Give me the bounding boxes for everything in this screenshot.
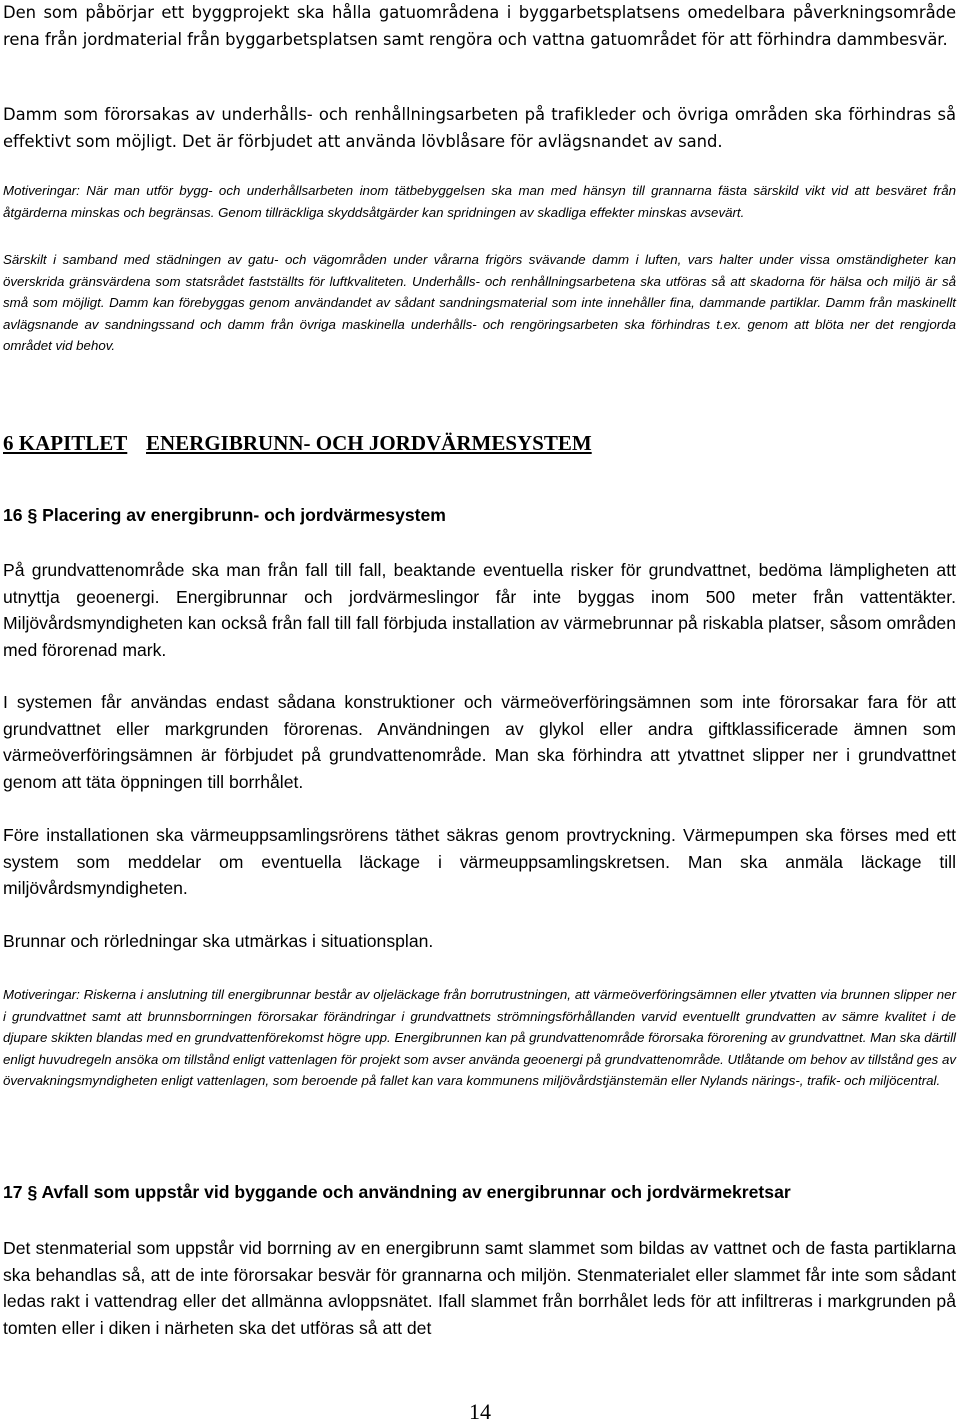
section-17-paragraph: Det stenmaterial som uppstår vid borrning av en energibrunn samt slammet som bildas av vattnet och de fasta partiklarna ska behandlas så, att de inte förorsakar besvär för grannarna och miljön. Stenmaterialet eller slammet får inte som sådant ledas rakt i vattendrag eller det allmänna avloppsnätet. Ifall slammet från borrhålet leds för att infiltreras i markgrunden på tomten eller i diken i närheten ska det utföras så att det (3, 1238, 956, 1339)
section-17-heading: 17 § Avfall som uppstår vid byggande och användning av energibrunnar och jordvärmekretsar (3, 1182, 791, 1202)
paragraph-maintenance-dust: Damm som förorsakas av underhålls- och renhållningsarbeten på trafikleder och övriga områden ska förhindras så effektivt som möjligt. Det är förbjudet att använda lövblåsare för avlägsnandet av sand. (3, 105, 956, 151)
chapter-heading (3, 431, 592, 456)
section-16-paragraph: På grundvattenområde ska man från fall till fall, beaktande eventuella risker för grundvattnet, bedöma lämpligheten att utnyttja geoenergi. Energibrunnar och jordvärmeslingor får inte byggas inom 500 meter från vattentäkter. Miljövårdsmyndigheten kan också från fall till fall förbjuda installation av värmebrunnar på riskabla platser, såsom områden med förorenad mark. (3, 560, 956, 661)
page-number: 14 (469, 1399, 491, 1424)
section-16-motivation: Motiveringar: Riskerna i anslutning till energibrunnar består av oljeläckage från borrutrustningen, att värmeöverföringsämnen eller ytvatten via brunnen slipper ner i grundvattnet samt att brunnsborrningen förorsakar förändringar i grundvattnets strömningsförhållanden varvid eventuellt grundvatten av sämre kvalitet i de djupare skikten blandas med en grundvattenförekomst högre upp. Energibrunnen kan på grundvattenområde förorsaka förorening av grundvattnet. Man ska därtill enligt huvudregeln ansöka om tillstånd enligt vattenlagen för projekt som avser använda geoenergi på grundvattenområde. Utlåtande om behov av tillstånd ges av övervakningsmyndigheten enligt vattenlagen, som beroende på fallet kan vara kommunens miljövårdstjänstemän eller Nylands närings-, trafik- och miljöcentral. (3, 987, 956, 1089)
motivation-construction: Motiveringar: När man utför bygg- och underhållsarbeten inom tätbebyggelsen ska man med hänsyn till grannarna fästa särskild vikt vid att besväret från åtgärderna minskas och begränsas. Genom tillräckliga skyddsåtgärder kan spridningen av skadliga effekter minskas avsevärt. (3, 183, 956, 220)
section-16-paragraph: Brunnar och rörledningar ska utmärkas i situationsplan. (3, 931, 434, 951)
chapter-number: 6 KAPITLET (3, 431, 128, 455)
section-16-heading: 16 § Placering av energibrunn- och jordvärmesystem (3, 505, 446, 525)
section-16-paragraph: Före installationen ska värmeuppsamlingsrörens täthet säkras genom provtryckning. Värmepumpen ska förses med ett system som meddelar om eventuella läckage i värmeuppsamlingskretsen. Man ska anmäla läckage till miljövårdsmyndigheten. (3, 825, 956, 899)
motivation-street-dust: Särskilt i samband med städningen av gatu- och vägområden under vårarna frigörs svävande damm i luften, vars halter under vissa omständigheter kan överskrida gränsvärdena som statsrådet fastställts för luftkvaliteten. Underhålls- och renhållningsarbetena ska utföras så att skadorna för hälsa och miljö är så små som möjligt. Damm kan förebyggas genom användandet av sådant sandningsmaterial som inte innehåller fina, dammande partiklar. Damm från maskinellt avlägsnande av sandningssand och damm från övriga maskinella underhålls- och rengöringsarbeten ska förhindras t.ex. genom att blöta ner det rengjorda området vid behov. (3, 252, 956, 354)
section-16-paragraph: I systemen får användas endast sådana konstruktioner och värmeöverföringsämnen som inte förorsakar fara för att grundvattnet eller markgrunden förorenas. Användningen av glykol eller andra giftklassificerade ämnen som värmeöverföringsämnen är förbjudet på grundvattenområde. Man ska förhindra att ytvattnet slipper ner i grundvattnet genom att täta öppningen till borrhålet. (3, 692, 956, 793)
chapter-title: ENERGIBRUNN- OCH JORDVÄRMESYSTEM (146, 431, 592, 455)
paragraph-dust-prevention: Den som påbörjar ett byggprojekt ska hålla gatuområdena i byggarbetsplatsens omedelbara påverkningsområde rena från jordmaterial från byggarbetsplatsen samt rengöra och vattna gatuområdet för att förhindra dammbesvär. (3, 3, 956, 49)
